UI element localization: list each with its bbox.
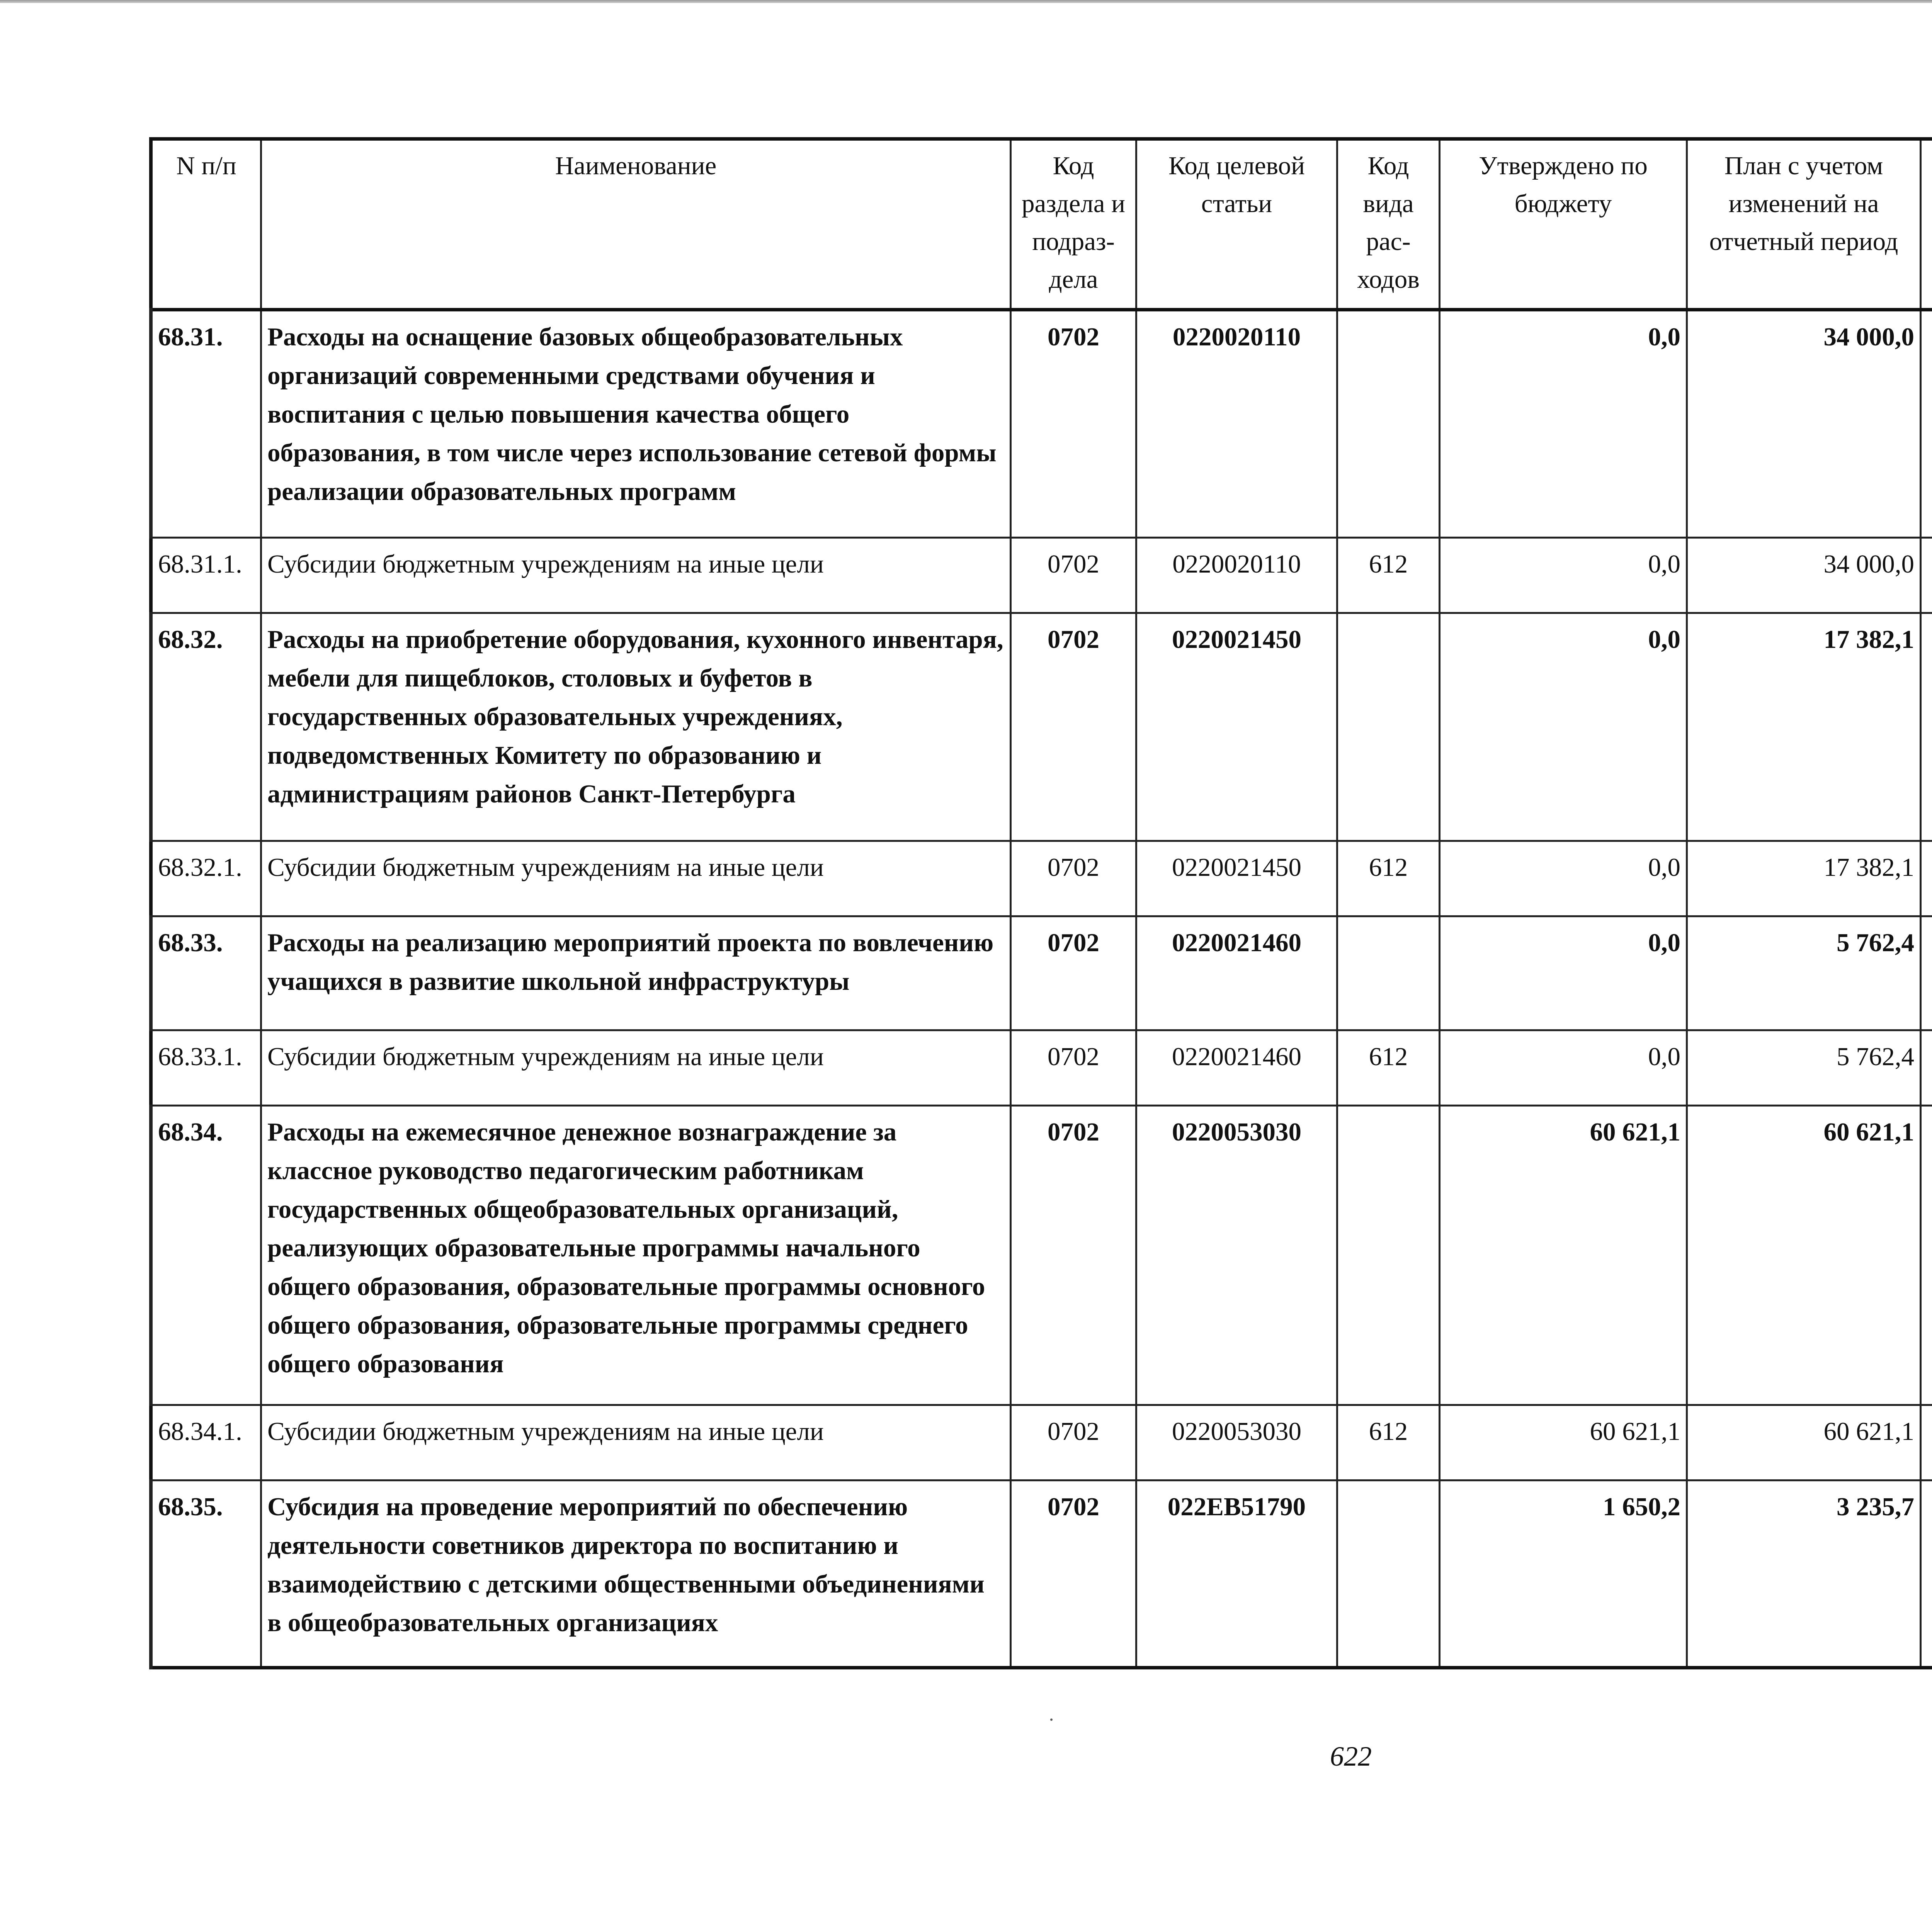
row-number: 68.32. [151, 613, 261, 841]
row-name: Расходы на ежемесячное денежное вознаграждение за классное руководство педагогическим работникам государственных общеобразовательных организаций, реализующих образовательные программы начального общего образования, образовательные программы основного общего образования, образовательные программы среднего общего образования [261, 1106, 1011, 1405]
row-section-code: 0702 [1011, 916, 1136, 1030]
page-number: 622 [1330, 1741, 1372, 1772]
row-name: Субсидия на проведение мероприятий по обеспечению деятельности советников директора по воспитанию и взаимодействию с детскими общественными объединениями в общеобразовательных организациях [261, 1480, 1011, 1668]
row-approved: 60 621,1 [1440, 1405, 1687, 1480]
row-executed [1921, 310, 1932, 538]
row-approved: 60 621,1 [1440, 1106, 1687, 1405]
row-approved: 0,0 [1440, 1030, 1687, 1106]
row-expense-type-code [1337, 613, 1440, 841]
row-expense-type-code [1337, 1106, 1440, 1405]
scan-speck [1050, 1718, 1053, 1721]
row-plan: 34 000,0 [1687, 310, 1921, 538]
table-row [151, 1405, 1932, 1480]
row-section-code: 0702 [1011, 613, 1136, 841]
row-plan: 5 762,4 [1687, 916, 1921, 1030]
header-target-code: Код целевой статьи [1136, 139, 1337, 310]
row-section-code: 0702 [1011, 538, 1136, 613]
table-body [151, 310, 1932, 1668]
header-nn: N п/п [151, 139, 261, 310]
row-target-code: 0220053030 [1136, 1405, 1337, 1480]
budget-execution-table [149, 137, 1932, 1669]
row-name: Расходы на реализацию мероприятий проекта по вовлечению учащихся в развитие школьной инфраструктуры [261, 916, 1011, 1030]
row-target-code: 0220053030 [1136, 1106, 1337, 1405]
row-expense-type-code [1337, 310, 1440, 538]
header-approved: Утверждено по бюджету [1440, 139, 1687, 310]
row-name: Субсидии бюджетным учреждениям на иные цели [261, 1405, 1011, 1480]
row-target-code: 0220020110 [1136, 310, 1337, 538]
row-approved: 0,0 [1440, 613, 1687, 841]
row-expense-type-code: 612 [1337, 1030, 1440, 1106]
header-section-code: Код раздела и подраз-дела [1011, 139, 1136, 310]
row-target-code: 0220021460 [1136, 916, 1337, 1030]
row-name: Субсидии бюджетным учреждениям на иные цели [261, 1030, 1011, 1106]
row-name: Расходы на приобретение оборудования, кухонного инвентаря, мебели для пищеблоков, столовых и буфетов в государственных образовательных учреждениях, подведомственных Комитету по образованию и администрациям районов Санкт-Петербурга [261, 613, 1011, 841]
row-plan: 17 382,1 [1687, 613, 1921, 841]
row-expense-type-code: 612 [1337, 538, 1440, 613]
row-plan: 60 621,1 [1687, 1106, 1921, 1405]
row-approved: 1 650,2 [1440, 1480, 1687, 1668]
row-executed [1921, 1480, 1932, 1668]
row-approved: 0,0 [1440, 310, 1687, 538]
row-number: 68.34.1. [151, 1405, 261, 1480]
row-executed [1921, 538, 1932, 613]
row-section-code: 0702 [1011, 1405, 1136, 1480]
scan-top-edge [0, 0, 1932, 3]
row-number: 68.33. [151, 916, 261, 1030]
row-target-code: 022ЕВ51790 [1136, 1480, 1337, 1668]
row-plan: 34 000,0 [1687, 538, 1921, 613]
row-target-code: 0220021450 [1136, 613, 1337, 841]
table-row [151, 1106, 1932, 1405]
table-header [151, 139, 1932, 310]
row-executed [1921, 1405, 1932, 1480]
row-number: 68.35. [151, 1480, 261, 1668]
table-row [151, 916, 1932, 1030]
row-target-code: 0220020110 [1136, 538, 1337, 613]
row-number: 68.34. [151, 1106, 261, 1405]
row-executed [1921, 613, 1932, 841]
row-name: Расходы на оснащение базовых общеобразовательных организаций современными средствами обучения и воспитания с целью повышения качества общего образования, в том числе через использование сетевой формы реализации образовательных программ [261, 310, 1011, 538]
row-expense-type-code [1337, 916, 1440, 1030]
table-row [151, 538, 1932, 613]
header-name: Наименование [261, 139, 1011, 310]
report-sheet [149, 137, 1932, 1669]
row-section-code: 0702 [1011, 1480, 1136, 1668]
row-expense-type-code: 612 [1337, 841, 1440, 916]
row-executed [1921, 1030, 1932, 1106]
row-executed [1921, 916, 1932, 1030]
row-number: 68.31. [151, 310, 261, 538]
row-approved: 0,0 [1440, 841, 1687, 916]
row-name: Субсидии бюджетным учреждениям на иные цели [261, 538, 1011, 613]
row-target-code: 0220021450 [1136, 841, 1337, 916]
row-approved: 0,0 [1440, 538, 1687, 613]
row-number: 68.33.1. [151, 1030, 261, 1106]
row-plan: 17 382,1 [1687, 841, 1921, 916]
table-row [151, 841, 1932, 916]
row-target-code: 0220021460 [1136, 1030, 1337, 1106]
header-executed [1921, 139, 1932, 310]
row-plan: 60 621,1 [1687, 1405, 1921, 1480]
row-executed [1921, 841, 1932, 916]
row-name: Субсидии бюджетным учреждениям на иные цели [261, 841, 1011, 916]
row-section-code: 0702 [1011, 310, 1136, 538]
table-row [151, 1030, 1932, 1106]
table-row [151, 613, 1932, 841]
table-row [151, 310, 1932, 538]
row-executed [1921, 1106, 1932, 1405]
row-expense-type-code [1337, 1480, 1440, 1668]
row-approved: 0,0 [1440, 916, 1687, 1030]
row-number: 68.31.1. [151, 538, 261, 613]
row-section-code: 0702 [1011, 841, 1136, 916]
row-number: 68.32.1. [151, 841, 261, 916]
row-plan: 5 762,4 [1687, 1030, 1921, 1106]
row-plan: 3 235,7 [1687, 1480, 1921, 1668]
table-row [151, 1480, 1932, 1668]
header-expense-type-code: Код вида рас-ходов [1337, 139, 1440, 310]
row-expense-type-code: 612 [1337, 1405, 1440, 1480]
row-section-code: 0702 [1011, 1030, 1136, 1106]
header-plan: План с учетом изменений на отчетный период [1687, 139, 1921, 310]
row-section-code: 0702 [1011, 1106, 1136, 1405]
